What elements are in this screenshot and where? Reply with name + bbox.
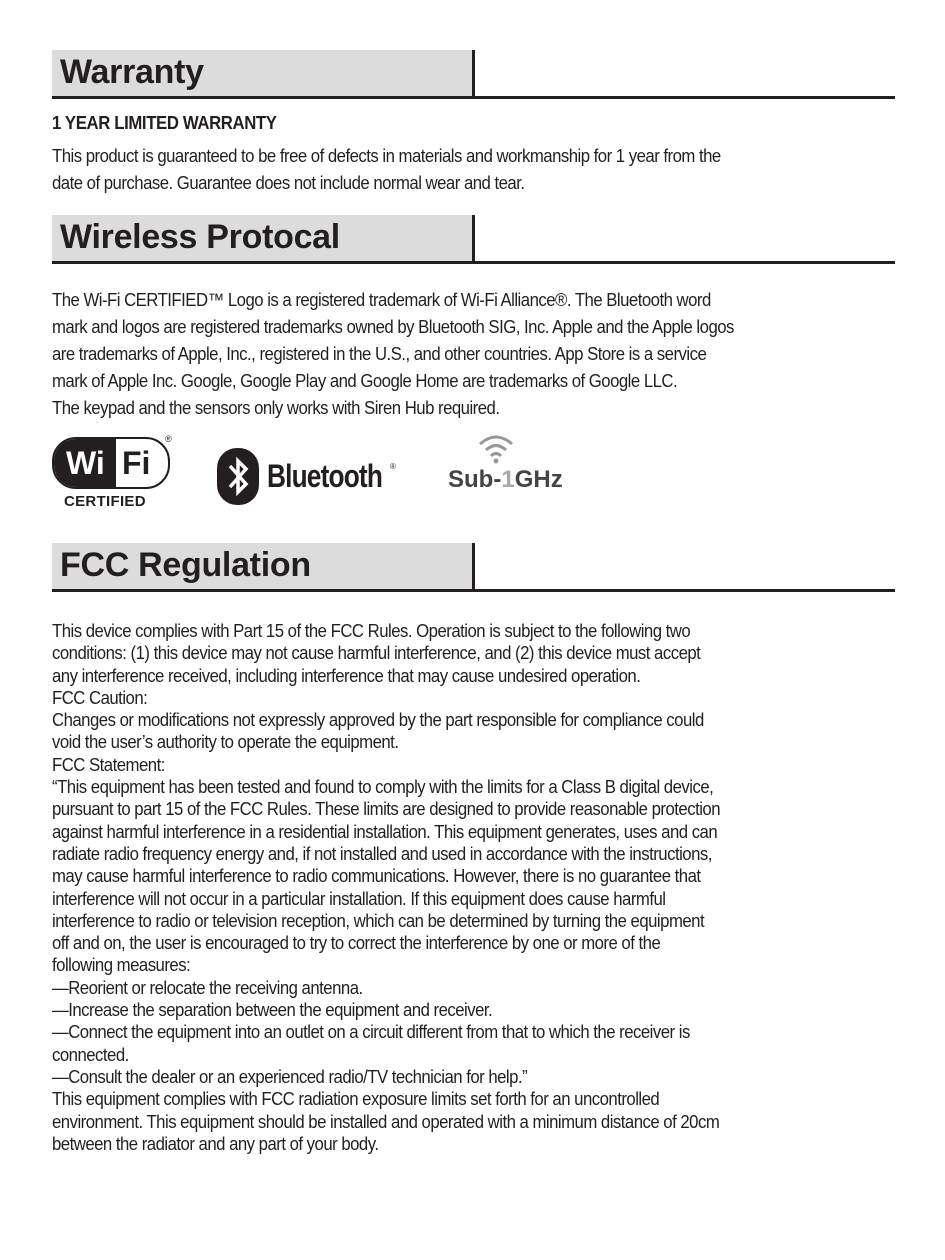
- wifi-certified-logo: [52, 434, 177, 512]
- text-line: may cause harmful interference to radio communications. However, there is no guarantee that: [52, 866, 701, 887]
- sub-1ghz-logo: [448, 432, 588, 497]
- text-line: —Consult the dealer or an experienced radio/TV technician for help.”: [52, 1066, 528, 1087]
- wifi-logo-fi: Fi: [122, 445, 151, 481]
- sub-logo-one: 1: [501, 466, 515, 493]
- text-line: date of purchase. Guarantee does not include normal wear and tear.: [52, 173, 525, 193]
- text-line: against harmful interference in a residential installation. This equipment generates, uses and can: [52, 821, 718, 842]
- fcc-header: [52, 543, 895, 592]
- text-line: FCC Statement:: [52, 754, 165, 775]
- text-line: —Increase the separation between the equipment and receiver.: [52, 1000, 493, 1021]
- warranty-header: [52, 50, 895, 99]
- wireless-heading: Wireless Protocal: [60, 218, 340, 256]
- warranty-text: [52, 143, 902, 197]
- text-line: pursuant to part 15 of the FCC Rules. These limits are designed to provide reasonable protection: [52, 799, 721, 820]
- text-line: void the user’s authority to operate the equipment.: [52, 732, 399, 753]
- wifi-certified-label: CERTIFIED: [64, 493, 146, 510]
- text-line: The Wi-Fi CERTIFIED™ Logo is a registered trademark of Wi-Fi Alliance®. The Bluetooth word: [52, 290, 711, 310]
- text-line: are trademarks of Apple, Inc., registered in the U.S., and other countries. App Store is a service: [52, 344, 707, 364]
- text-line: interference to radio or television reception, which can be determined by turning the equipment: [52, 910, 705, 931]
- warranty-heading: Warranty: [60, 53, 204, 91]
- text-line: Changes or modifications not expressly approved by the part responsible for compliance could: [52, 710, 704, 731]
- text-line: The keypad and the sensors only works with Siren Hub required.: [52, 398, 500, 418]
- text-line: connected.: [52, 1044, 129, 1065]
- wireless-text: [52, 287, 902, 422]
- text-line: following measures:: [52, 955, 191, 976]
- sub-logo-text: Sub-: [448, 466, 502, 493]
- text-line: off and on, the user is encouraged to try to correct the interference by one or more of the: [52, 933, 661, 954]
- text-line: radiate radio frequency energy and, if not installed and used in accordance with the instructions,: [52, 843, 712, 864]
- text-line: “This equipment has been tested and found to comply with the limits for a Class B digital device,: [52, 777, 714, 798]
- warranty-subheading: 1 YEAR LIMITED WARRANTY: [52, 113, 277, 133]
- wireless-header: [52, 215, 895, 264]
- text-line: between the radiator and any part of your body.: [52, 1133, 379, 1154]
- text-line: This equipment complies with FCC radiation exposure limits set forth for an uncontrolled: [52, 1089, 660, 1110]
- text-line: This product is guaranteed to be free of defects in materials and workmanship for 1 year from the: [52, 146, 721, 166]
- text-line: This device complies with Part 15 of the FCC Rules. Operation is subject to the following two: [52, 621, 691, 641]
- wifi-logo-wi: Wi: [66, 445, 105, 481]
- text-line: mark of Apple Inc. Google, Google Play and Google Home are trademarks of Google LLC.: [52, 371, 678, 391]
- bluetooth-wordmark: Bluetooth: [267, 458, 383, 494]
- bluetooth-logo: [217, 448, 407, 508]
- text-line: interference will not occur in a particular installation. If this equipment does cause harmful: [52, 888, 666, 909]
- text-line: —Connect the equipment into an outlet on a circuit different from that to which the receiver is: [52, 1022, 690, 1043]
- text-line: environment. This equipment should be installed and operated with a minimum distance of 20cm: [52, 1111, 720, 1132]
- text-line: —Reorient or relocate the receiving antenna.: [52, 977, 363, 998]
- text-line: conditions: (1) this device may not cause harmful interference, and (2) this device must accept: [52, 643, 701, 664]
- bluetooth-registered-mark: ®: [390, 462, 396, 471]
- text-line: any interference received, including interference that may cause undesired operation.: [52, 665, 641, 686]
- wifi-registered-mark: ®: [165, 434, 172, 444]
- wifi-signal-icon: [476, 432, 516, 464]
- fcc-text: [52, 620, 902, 1155]
- fcc-heading: FCC Regulation: [60, 546, 311, 584]
- text-line: FCC Caution:: [52, 687, 148, 708]
- text-line: mark and logos are registered trademarks owned by Bluetooth SIG, Inc. Apple and the Apple logos: [52, 317, 734, 337]
- sub-logo-ghz: GHz: [514, 466, 563, 493]
- bluetooth-icon: [217, 448, 259, 505]
